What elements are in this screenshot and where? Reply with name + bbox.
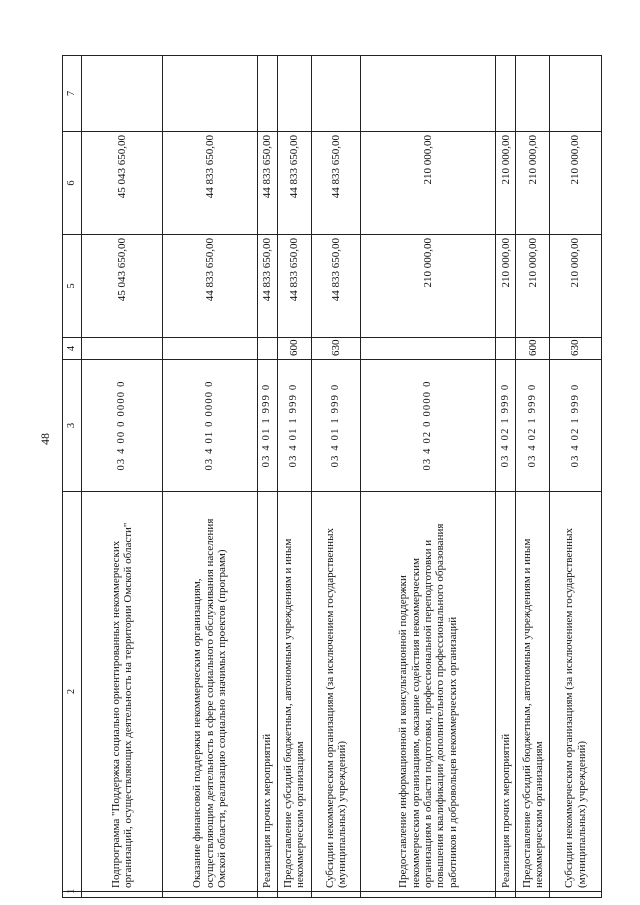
amount-col5: 45 043 650,00 xyxy=(82,235,163,338)
expense-type: 600 xyxy=(516,338,550,360)
target-code: 03 4 01 1 999 0 xyxy=(257,360,277,492)
row-name: Предоставление субсидий бюджетным, автономным учреждениям и иным некоммерческим организациям xyxy=(516,492,550,892)
amount-col6: 210 000,00 xyxy=(550,132,602,235)
amount-col5: 210 000,00 xyxy=(361,235,496,338)
amount-col5: 44 833 650,00 xyxy=(311,235,361,338)
amount-col6: 210 000,00 xyxy=(361,132,496,235)
table-row xyxy=(361,56,496,898)
target-code: 03 4 01 0 0000 0 xyxy=(163,360,258,492)
expense-type xyxy=(257,338,277,360)
table-row xyxy=(496,56,516,898)
column-header: 5 xyxy=(63,235,82,338)
amount-col7 xyxy=(257,56,277,132)
row-name: Субсидии некоммерческим организациям (за исключением государственных (муниципальных) учреждений) xyxy=(550,492,602,892)
column-header: 3 xyxy=(63,360,82,492)
target-code: 03 4 02 1 999 0 xyxy=(496,360,516,492)
amount-col6: 44 833 650,00 xyxy=(257,132,277,235)
row-name: Реализация прочих мероприятий xyxy=(496,492,516,892)
amount-col6: 45 043 650,00 xyxy=(82,132,163,235)
page-number: 48 xyxy=(38,433,52,445)
target-code: 03 4 02 1 999 0 xyxy=(516,360,550,492)
row-name: Реализация прочих мероприятий xyxy=(257,492,277,892)
row-name: Предоставление информационной и консультационной поддержки некоммерческим организациям, оказание содействия некоммерческим организациям в области подготовки, профессиональной переподготовки и повышения квалификации дополнительного профессионального образования работников и добровольцев некоммерческих организаций xyxy=(361,492,496,892)
amount-col5: 210 000,00 xyxy=(516,235,550,338)
amount-col7 xyxy=(163,56,258,132)
amount-col7 xyxy=(550,56,602,132)
table-row xyxy=(516,56,550,898)
amount-col6: 210 000,00 xyxy=(516,132,550,235)
expense-type xyxy=(82,338,163,360)
amount-col6: 210 000,00 xyxy=(496,132,516,235)
amount-col6: 44 833 650,00 xyxy=(277,132,311,235)
target-code: 03 4 02 1 999 0 xyxy=(550,360,602,492)
table-row xyxy=(163,56,258,898)
table-row xyxy=(257,56,277,898)
amount-col7 xyxy=(516,56,550,132)
amount-col5: 44 833 650,00 xyxy=(257,235,277,338)
amount-col6: 44 833 650,00 xyxy=(163,132,258,235)
amount-col7 xyxy=(496,56,516,132)
target-code: 03 4 01 1 999 0 xyxy=(311,360,361,492)
expense-type xyxy=(496,338,516,360)
table-row xyxy=(311,56,361,898)
amount-col7 xyxy=(277,56,311,132)
expense-type: 630 xyxy=(550,338,602,360)
column-header: 1 xyxy=(63,892,82,898)
row-name: Подпрограмма "Поддержка социально ориентированных некоммерческих организаций, осуществляющих деятельность на территории Омской области" xyxy=(82,492,163,892)
expense-type xyxy=(361,338,496,360)
expense-type xyxy=(163,338,258,360)
amount-col7 xyxy=(311,56,361,132)
column-header: 2 xyxy=(63,492,82,892)
row-name: Субсидии некоммерческим организациям (за исключением государственных (муниципальных) учреждений) xyxy=(311,492,361,892)
amount-col6: 44 833 650,00 xyxy=(311,132,361,235)
target-code: 03 4 01 1 999 0 xyxy=(277,360,311,492)
rotated-sheet xyxy=(62,56,602,898)
row-name: Предоставление субсидий бюджетным, автономным учреждениям и иным некоммерческим организациям xyxy=(277,492,311,892)
expense-type: 600 xyxy=(277,338,311,360)
table-row xyxy=(550,56,602,898)
amount-col5: 210 000,00 xyxy=(496,235,516,338)
target-code: 03 4 02 0 0000 0 xyxy=(361,360,496,492)
amount-col5: 44 833 650,00 xyxy=(163,235,258,338)
column-header: 7 xyxy=(63,56,82,132)
target-code: 03 4 00 0 0000 0 xyxy=(82,360,163,492)
budget-table xyxy=(62,55,602,898)
amount-col7 xyxy=(82,56,163,132)
table-row xyxy=(82,56,163,898)
column-header: 4 xyxy=(63,338,82,360)
expense-type: 630 xyxy=(311,338,361,360)
column-header: 6 xyxy=(63,132,82,235)
row-name: Оказание финансовой поддержки некоммерческим организациям, осуществляющим деятельность в сфере социального обслуживания населения Омской области, реализацию социально значимых проектов (программ) xyxy=(163,492,258,892)
amount-col7 xyxy=(361,56,496,132)
table-row xyxy=(277,56,311,898)
amount-col5: 44 833 650,00 xyxy=(277,235,311,338)
amount-col5: 210 000,00 xyxy=(550,235,602,338)
column-number-row xyxy=(63,56,82,898)
